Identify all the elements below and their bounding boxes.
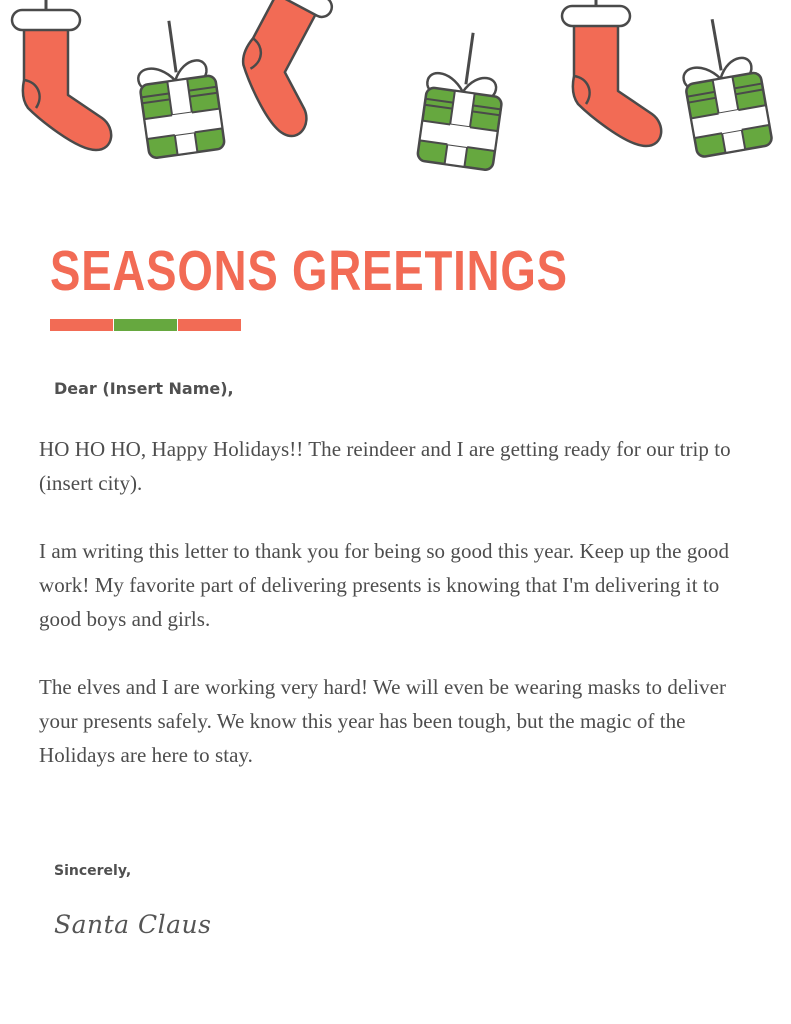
gift-icon — [416, 27, 510, 170]
title-underline-red-right — [178, 319, 241, 331]
letter-paragraph: I am writing this letter to thank you for being so good this year. Keep up the good work! My favorite part of delivering presents is knowing that I'm delivering it to good boys and girls. — [39, 539, 730, 631]
letter-paragraph: HO HO HO, Happy Holidays!! The reindeer and I are getting ready for our trip to (insert city). — [39, 437, 731, 495]
page-title: SEASONS GREETINGS — [50, 239, 568, 303]
letter-signature: Santa Claus — [54, 910, 212, 939]
title-underline-red-left — [50, 319, 113, 331]
letter-salutation: Dear (Insert Name), — [54, 379, 234, 398]
letter-closing: Sincerely, — [54, 863, 132, 879]
letter-paragraph: The elves and I are working very hard! We will even be wearing masks to deliver your presents safely. We know this year has been tough, but the magic of the Holidays are here to stay. — [39, 675, 727, 767]
stocking-icon — [12, 0, 111, 150]
holiday-decorations — [0, 0, 791, 200]
stocking-icon — [210, 0, 374, 141]
stocking-icon — [562, 0, 661, 146]
title-underline-green — [114, 319, 177, 331]
gift-icon — [674, 13, 773, 158]
gift-icon — [131, 15, 225, 158]
